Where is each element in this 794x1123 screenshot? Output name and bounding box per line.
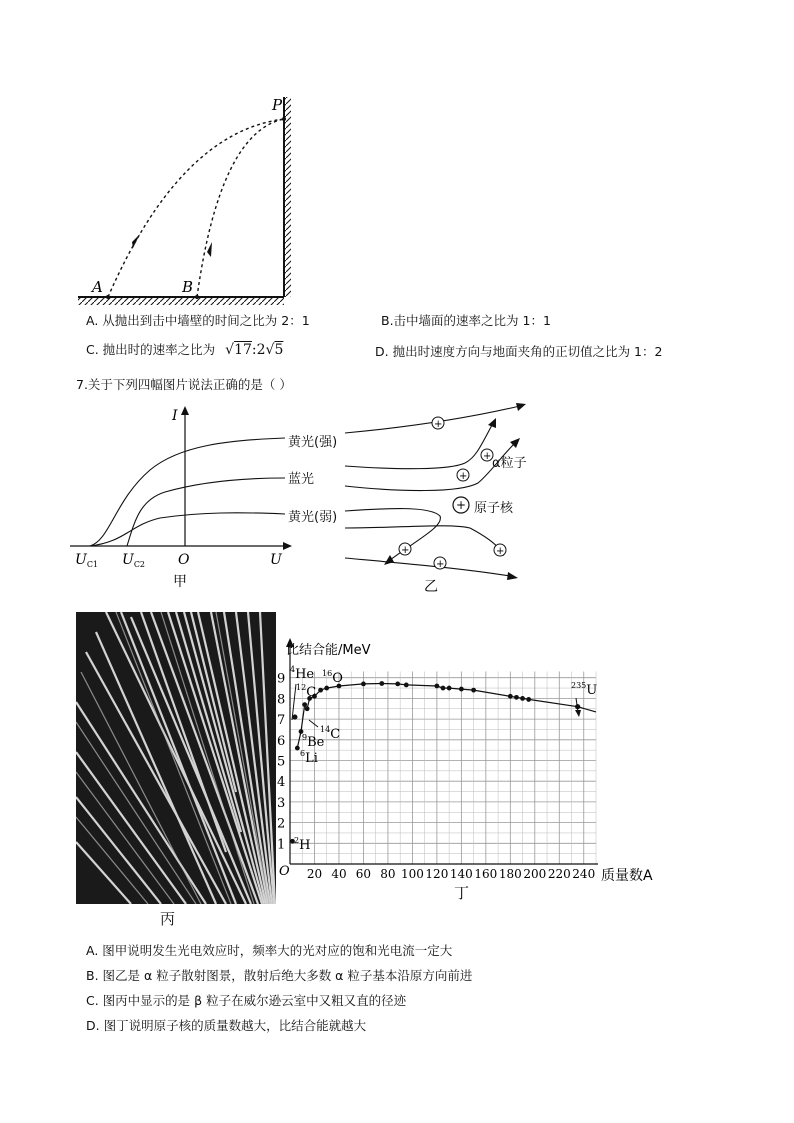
plus-2-icon: + xyxy=(459,471,468,482)
track-6 xyxy=(345,558,510,576)
o16-symbol: O xyxy=(332,671,343,686)
o16-mass: 16 xyxy=(322,669,333,678)
q7-option-b: B. 图乙是 α 粒子散射图景，散射后绝大多数 α 粒子基本沿原方向前进 xyxy=(86,968,473,983)
x-tick-label: 40 xyxy=(331,867,347,881)
plus-6-icon: + xyxy=(436,559,445,570)
label-alpha: α粒子 xyxy=(492,456,527,471)
x-tick-label: 160 xyxy=(474,867,498,881)
track-6-arrow-icon xyxy=(507,572,518,580)
data-point xyxy=(514,695,519,700)
y-tick-label: 9 xyxy=(277,671,286,687)
svg-text:UC2 xyxy=(122,552,145,569)
c14-pointer-arrow xyxy=(309,720,318,727)
curve-yellow-strong xyxy=(90,438,285,546)
curve-yellow-weak xyxy=(90,513,285,546)
h2-mass: 2 xyxy=(294,836,300,845)
curve-line xyxy=(297,684,596,749)
trajectory-a xyxy=(108,119,284,297)
x-tick-label: 180 xyxy=(498,867,522,881)
photoelectric-graph xyxy=(70,400,300,590)
y-tick-label: 8 xyxy=(277,692,286,708)
data-point xyxy=(471,688,476,693)
ground-hatch xyxy=(78,298,284,305)
data-point xyxy=(526,697,531,702)
data-point xyxy=(441,686,446,691)
binding-energy-curve xyxy=(297,684,596,749)
jia-uc1: U xyxy=(75,552,87,568)
svg-text:12C xyxy=(296,683,316,700)
x-tick-label: 100 xyxy=(400,867,424,881)
sqrt-5: 5 xyxy=(274,342,284,358)
data-point xyxy=(324,686,329,691)
jia-uc1-sub: C1 xyxy=(86,560,99,569)
curve-blue xyxy=(127,478,285,546)
jia-y-arrow-icon xyxy=(181,406,189,415)
track-2-arrow-icon xyxy=(488,418,496,428)
data-point xyxy=(379,681,384,686)
h2-symbol: H xyxy=(299,838,311,853)
svg-text:6Li xyxy=(300,749,318,766)
arrow-a-icon xyxy=(132,234,140,248)
y-tick-label: 7 xyxy=(277,713,286,729)
data-point xyxy=(395,682,400,687)
data-point xyxy=(508,694,513,699)
x-tick-label: 60 xyxy=(355,867,372,881)
data-point xyxy=(305,706,310,711)
data-point xyxy=(302,702,307,707)
point-b-dot xyxy=(195,295,199,299)
wall-hatch xyxy=(284,97,291,297)
track-4-arrow-icon xyxy=(384,555,394,565)
svg-text:UC1 xyxy=(75,552,98,569)
label-blue: 蓝光 xyxy=(288,472,315,487)
jia-axis-i: I xyxy=(172,408,178,424)
nucleus-plus-icon: + xyxy=(456,498,467,512)
svg-text:9Be xyxy=(302,733,325,750)
svg-text:4He xyxy=(290,665,314,682)
labeled-point xyxy=(292,714,297,719)
he4-mass: 4 xyxy=(290,665,296,674)
y-tick-label: 4 xyxy=(277,775,286,791)
q6-option-c-text: C. 抛出时的速率之比为 xyxy=(86,342,216,357)
cloud-chamber-photo xyxy=(76,612,276,904)
jia-uc2-sub: C2 xyxy=(133,560,146,569)
jia-uc2: U xyxy=(122,552,134,568)
label-p: P xyxy=(272,96,283,114)
he4-symbol: He xyxy=(295,667,315,682)
q7-stem: 7.关于下列四幅图片说法正确的是（ ） xyxy=(76,377,292,392)
c12-symbol: C xyxy=(306,685,317,700)
data-point xyxy=(520,696,525,701)
x-tick-label: 120 xyxy=(425,867,449,881)
label-yellow-strong: 黄光(强) xyxy=(288,435,338,450)
jia-x-arrow-icon xyxy=(283,542,292,550)
u235-mass: 235 xyxy=(571,681,587,690)
q6-option-a: A. 从抛出到击中墙壁的时间之比为 2：1 xyxy=(86,313,310,328)
track-1 xyxy=(345,406,520,433)
track-2 xyxy=(345,425,492,469)
y-tick-label: 5 xyxy=(277,754,286,770)
q7-option-a: A. 图甲说明发生光电效应时，频率大的光对应的饱和光电流一定大 xyxy=(86,943,453,958)
x-tick-label: 220 xyxy=(547,867,571,881)
ding-xlabel: 质量数A xyxy=(601,868,653,884)
bing-caption: 丙 xyxy=(160,910,176,928)
y-tick-label: 1 xyxy=(277,837,286,853)
q6-option-d: D. 抛出时速度方向与地面夹角的正切值之比为 1：2 xyxy=(375,344,663,359)
chart-grid xyxy=(290,671,596,864)
x-tick-label: 200 xyxy=(523,867,547,881)
arrow-b-icon xyxy=(207,242,212,257)
x-tick-label: 140 xyxy=(449,867,473,881)
u-pointer-arrow-head-icon xyxy=(575,710,581,717)
projectile-figure xyxy=(70,92,310,307)
plus-3-icon: + xyxy=(483,451,492,462)
data-point xyxy=(318,688,323,693)
x-tick-label: 20 xyxy=(306,867,323,881)
ding-caption: 丁 xyxy=(454,884,470,902)
q7-option-c: C. 图丙中显示的是 β 粒子在威尔逊云室中又粗又直的径迹 xyxy=(86,993,407,1008)
trajectory-b xyxy=(197,119,284,297)
binding-energy-chart xyxy=(276,632,666,904)
jia-origin: O xyxy=(178,552,190,568)
label-yellow-weak: 黄光(弱) xyxy=(288,510,338,525)
track-4 xyxy=(345,509,440,560)
ding-ylabel: 比结合能/MeV xyxy=(286,643,371,658)
x-tick-labels xyxy=(307,867,595,881)
be9-symbol: Be xyxy=(307,735,325,750)
jia-axis-u: U xyxy=(270,552,282,568)
y-tick-label: 6 xyxy=(277,733,286,749)
data-point xyxy=(404,683,409,688)
plus-1-icon: + xyxy=(434,419,443,430)
label-nucleus: 原子核 xyxy=(474,501,514,516)
plus-5-icon: + xyxy=(496,546,505,557)
be9-mass: 9 xyxy=(302,733,308,742)
point-a-dot xyxy=(106,295,110,299)
data-point xyxy=(361,682,366,687)
sqrt-17: 17 xyxy=(234,342,252,358)
svg-text:2H xyxy=(294,836,310,853)
data-point xyxy=(459,687,464,692)
li6-symbol: Li xyxy=(305,751,318,766)
yi-caption: 乙 xyxy=(424,579,438,595)
label-b: B xyxy=(182,278,194,296)
x-tick-label: 240 xyxy=(572,867,596,881)
y-tick-label: 3 xyxy=(277,795,286,811)
y-tick-label: 2 xyxy=(277,816,286,832)
c12-mass: 12 xyxy=(296,683,307,692)
data-points xyxy=(290,681,580,844)
c14-mass: 14 xyxy=(320,725,331,734)
y-tick-labels xyxy=(277,672,285,853)
q6-option-c: C. 抛出时的速率之比为 √17:2√5 xyxy=(86,342,284,358)
ratio-mid: :2 xyxy=(251,342,266,358)
data-point xyxy=(434,684,439,689)
ding-origin: O xyxy=(279,864,290,879)
q7-option-d: D. 图丁说明原子核的质量数越大，比结合能就越大 xyxy=(86,1018,367,1033)
x-tick-label: 80 xyxy=(380,867,396,881)
plus-4-icon: + xyxy=(401,545,410,556)
c14-symbol: C xyxy=(330,727,341,742)
li6-mass: 6 xyxy=(300,749,306,758)
point-p-dot xyxy=(282,117,286,121)
jia-caption: 甲 xyxy=(173,574,187,590)
label-a: A xyxy=(92,278,103,296)
data-point xyxy=(447,686,452,691)
track-1-arrow-icon xyxy=(516,403,526,411)
u235-symbol: U xyxy=(586,683,598,698)
q6-option-b: B.击中墙面的速率之比为 1：1 xyxy=(381,313,551,328)
svg-text:16O xyxy=(322,669,343,686)
